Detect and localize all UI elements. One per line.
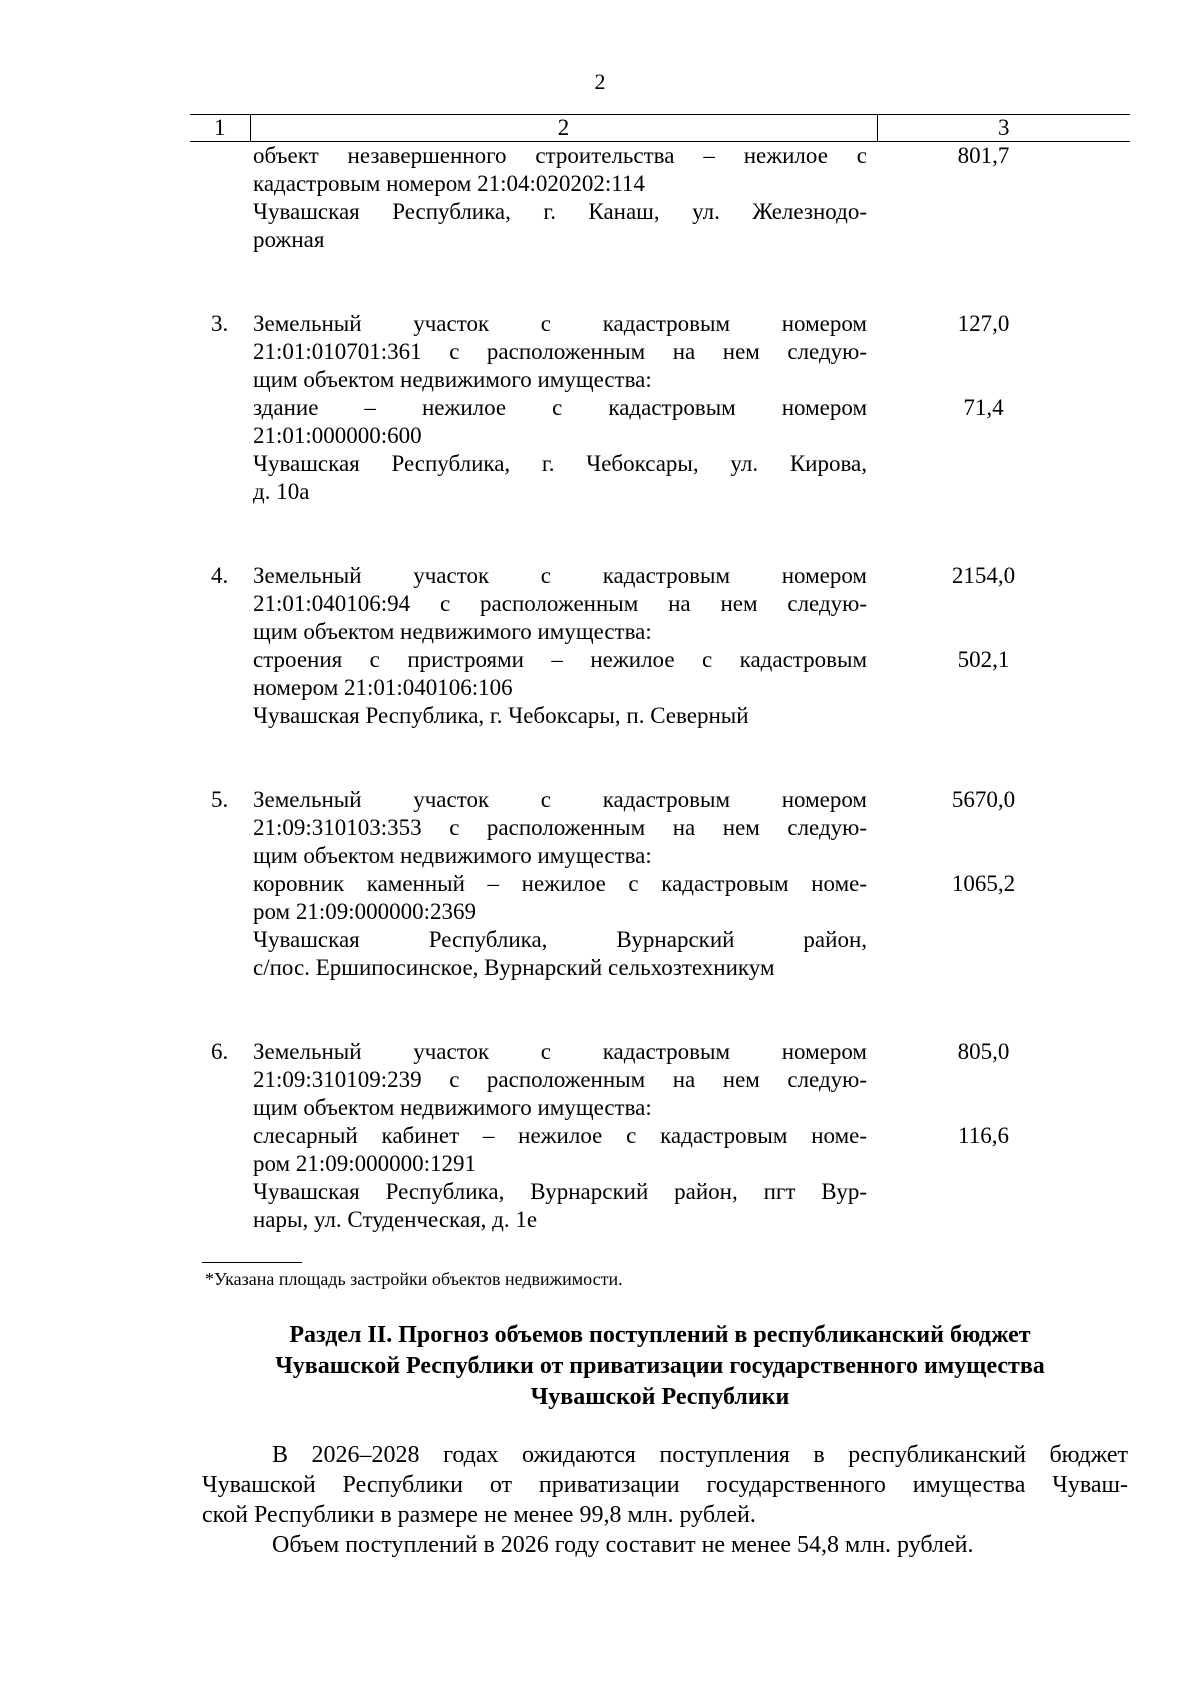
description-line: Чувашская Республика, г. Чебоксары, п. Северный bbox=[253, 703, 749, 728]
footnote: *Указана площадь застройки объектов недвижимости. bbox=[205, 1269, 623, 1289]
description-line: щим объектом недвижимого имущества: bbox=[253, 367, 652, 392]
description-line: номером 21:01:040106:106 bbox=[253, 675, 513, 700]
area-value bbox=[877, 198, 1130, 226]
area-value bbox=[877, 1066, 1130, 1094]
row-area bbox=[877, 786, 1130, 982]
row-spacer bbox=[190, 730, 1130, 786]
area-value: 502,1 bbox=[957, 647, 1010, 672]
row-area bbox=[877, 310, 1130, 506]
row-description bbox=[250, 786, 877, 982]
area-value: 127,0 bbox=[957, 311, 1010, 336]
description-line: Земельный участок с кадастровым номером bbox=[253, 311, 867, 336]
row-area bbox=[877, 1038, 1130, 1234]
description-line: коровник каменный – нежилое с кадастровым номе- bbox=[253, 871, 867, 896]
description-line: кадастровым номером 21:04:020202:114 bbox=[253, 171, 645, 196]
row-number: 6. bbox=[211, 1039, 229, 1064]
area-value bbox=[877, 842, 1130, 870]
description-line: с/пос. Ершипосинское, Вурнарский сельхозтехникум bbox=[253, 955, 775, 980]
description-line: 21:01:000000:600 bbox=[253, 423, 422, 448]
description-line: Земельный участок с кадастровым номером bbox=[253, 563, 867, 588]
footnote-divider bbox=[202, 1262, 302, 1263]
paragraph bbox=[202, 1440, 1128, 1530]
section-heading-line: Чувашской Республики от приватизации государственного имущества bbox=[275, 1353, 1045, 1379]
description-line: слесарный кабинет – нежилое с кадастровым номе- bbox=[253, 1123, 867, 1148]
description-line: Чувашская Республика, Вурнарский район, пгт Вур- bbox=[253, 1179, 867, 1204]
row-number bbox=[190, 142, 250, 255]
paragraph bbox=[202, 1530, 1128, 1560]
objects-table bbox=[190, 114, 1130, 1234]
area-value bbox=[877, 674, 1130, 702]
row-area bbox=[877, 142, 1130, 255]
area-value: 2154,0 bbox=[951, 563, 1016, 588]
row-number: 5. bbox=[211, 787, 229, 812]
column-header-area: 3 bbox=[877, 115, 1130, 142]
objects-table-wrapper bbox=[190, 114, 1130, 1234]
row-spacer bbox=[190, 506, 1130, 562]
description-line: щим объектом недвижимого имущества: bbox=[253, 843, 652, 868]
section-heading-line: Чувашской Республики bbox=[530, 1384, 790, 1410]
row-spacer bbox=[190, 982, 1130, 1038]
area-value: 5670,0 bbox=[951, 787, 1016, 812]
area-value bbox=[877, 702, 1130, 730]
area-value: 71,4 bbox=[963, 395, 1004, 420]
description-line: Земельный участок с кадастровым номером bbox=[253, 1039, 867, 1064]
area-value: 116,6 bbox=[958, 1123, 1009, 1148]
area-value bbox=[877, 590, 1130, 618]
description-line: нары, ул. Студенческая, д. 1е bbox=[253, 1207, 538, 1232]
description-line: Чувашская Республика, г. Канаш, ул. Железнодо- bbox=[253, 199, 867, 224]
row-description bbox=[250, 562, 877, 730]
area-value bbox=[877, 170, 1130, 198]
area-value bbox=[877, 450, 1130, 478]
section-heading-line: Раздел II. Прогноз объемов поступлений в республиканский бюджет bbox=[289, 1322, 1031, 1348]
paragraph-line: В 2026–2028 годах ожидаются поступления в республиканский бюджет bbox=[272, 1442, 1128, 1468]
area-value bbox=[877, 422, 1130, 450]
description-line: ром 21:09:000000:1291 bbox=[253, 1151, 477, 1176]
row-area bbox=[877, 562, 1130, 730]
table-row bbox=[190, 786, 1130, 982]
paragraph-line: Чувашской Республики от приватизации государственного имущества Чуваш- bbox=[202, 1472, 1128, 1498]
row-spacer bbox=[190, 254, 1130, 310]
table-header-row bbox=[190, 115, 1130, 142]
table-body bbox=[190, 142, 1130, 1235]
section-heading bbox=[180, 1320, 1140, 1413]
body-text bbox=[202, 1440, 1128, 1560]
paragraph-line: ской Республики в размере не менее 99,8 млн. рублей. bbox=[202, 1502, 756, 1528]
area-value bbox=[877, 618, 1130, 646]
area-value bbox=[877, 478, 1130, 506]
area-value bbox=[877, 898, 1130, 926]
area-value bbox=[877, 226, 1130, 254]
description-line: щим объектом недвижимого имущества: bbox=[253, 1095, 652, 1120]
description-line: Чувашская Республика, Вурнарский район, bbox=[253, 927, 867, 952]
description-line: щим объектом недвижимого имущества: bbox=[253, 619, 652, 644]
table-row bbox=[190, 1038, 1130, 1234]
table-row bbox=[190, 310, 1130, 506]
area-value bbox=[877, 1178, 1130, 1206]
description-line: строения с пристроями – нежилое с кадастровым bbox=[253, 647, 867, 672]
row-description bbox=[250, 142, 877, 255]
area-value bbox=[877, 926, 1130, 954]
description-line: здание – нежилое с кадастровым номером bbox=[253, 395, 867, 420]
description-line: Чувашская Республика, г. Чебоксары, ул. Кирова, bbox=[253, 451, 867, 476]
area-value bbox=[877, 954, 1130, 982]
description-line: 21:09:310103:353 с расположенным на нем следую- bbox=[253, 815, 867, 840]
area-value bbox=[877, 1206, 1130, 1234]
area-value: 805,0 bbox=[957, 1039, 1010, 1064]
area-value: 801,7 bbox=[957, 143, 1010, 168]
description-line: 21:01:040106:94 с расположенным на нем следую- bbox=[253, 591, 867, 616]
page-number: 2 bbox=[594, 69, 606, 94]
area-value bbox=[877, 1150, 1130, 1178]
description-line: объект незавершенного строительства – нежилое с bbox=[253, 143, 867, 168]
area-value bbox=[877, 366, 1130, 394]
row-number: 3. bbox=[211, 311, 229, 336]
row-description bbox=[250, 1038, 877, 1234]
row-description bbox=[250, 310, 877, 506]
area-value bbox=[877, 814, 1130, 842]
column-header-description: 2 bbox=[250, 115, 877, 142]
column-header-number: 1 bbox=[190, 115, 250, 142]
area-value bbox=[877, 338, 1130, 366]
area-value bbox=[877, 1094, 1130, 1122]
description-line: рожная bbox=[253, 227, 325, 252]
description-line: ром 21:09:000000:2369 bbox=[253, 899, 477, 924]
table-row bbox=[190, 142, 1130, 255]
paragraph-line: Объем поступлений в 2026 году составит не менее 54,8 млн. рублей. bbox=[272, 1532, 974, 1558]
description-line: 21:09:310109:239 с расположенным на нем следую- bbox=[253, 1067, 867, 1092]
description-line: д. 10а bbox=[253, 479, 310, 504]
row-number: 4. bbox=[211, 563, 229, 588]
description-line: Земельный участок с кадастровым номером bbox=[253, 787, 867, 812]
area-value: 1065,2 bbox=[951, 871, 1016, 896]
table-row bbox=[190, 562, 1130, 730]
description-line: 21:01:010701:361 с расположенным на нем следую- bbox=[253, 339, 867, 364]
